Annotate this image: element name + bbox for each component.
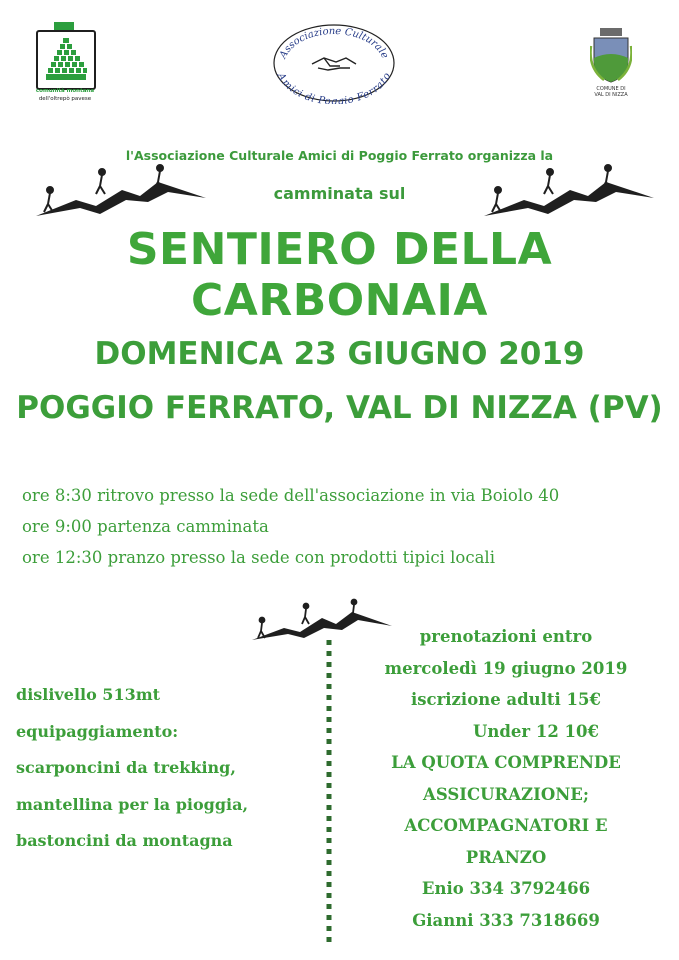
association-logo (270, 22, 398, 104)
detail-line: equipaggiamento: (16, 721, 179, 741)
schedule-item: ore 12:30 pranzo presso la sede con prodotti tipici locali (22, 548, 495, 567)
booking-line: Under 12 10€ (472, 721, 599, 741)
detail-line: bastoncini da montagna (16, 831, 233, 850)
detail-line: mantellina per la pioggia, (16, 794, 249, 814)
detail-line: scarponcini da trekking, (16, 758, 236, 777)
organizer-line: l'Associazione Culturale Amici di Poggio Ferrato organizza la (125, 148, 554, 163)
dotted-divider (326, 640, 332, 945)
association-logo-bottom-text: Amici di Poggio Ferrato (274, 71, 394, 104)
booking-line: ACCOMPAGNATORI E (404, 816, 608, 835)
equipment-details (16, 682, 248, 865)
logo-left-line1: comunità montana (35, 88, 95, 94)
crest-caption-line2: VAL DI NIZZA (594, 92, 628, 98)
booking-line: prenotazioni entro (419, 627, 593, 646)
crest-caption (584, 86, 638, 98)
booking-line: LA QUOTA COMPRENDE (391, 753, 621, 772)
contact-phone: Enio 334 3792466 (421, 879, 591, 898)
contact-phone: Gianni 333 7318669 (412, 910, 600, 930)
booking-details (346, 624, 666, 939)
booking-line: mercoledì 19 giugno 2019 (384, 658, 628, 678)
logo-cap-decoration (54, 22, 74, 30)
schedule-item: ore 8:30 ritrovo presso la sede dell'associazione in via Boiolo 40 (22, 486, 560, 505)
comune-val-di-nizza-crest (590, 28, 632, 100)
schedule-item: ore 9:00 partenza camminata (22, 517, 269, 536)
event-date: DOMENICA 23 GIUGNO 2019 (94, 336, 585, 372)
crest-icon (590, 28, 632, 84)
detail-line: dislivello 513mt (16, 685, 161, 704)
booking-line: iscrizione adulti 15€ (410, 690, 602, 709)
event-subtitle: camminata sul (273, 184, 406, 203)
booking-line: PRANZO (465, 847, 547, 867)
logo-left-line2: dell'oltrepò pavese (38, 96, 92, 102)
schedule-list (22, 484, 559, 577)
tree-pyramid-icon (38, 32, 94, 88)
booking-line: ASSICURAZIONE; (423, 784, 589, 804)
comunita-montana-logo (36, 22, 96, 104)
crest-caption-line1: COMUNE DI (596, 86, 626, 92)
event-title: SENTIERO DELLA CARBONAIA (126, 224, 553, 326)
logo-frame (36, 30, 96, 90)
event-place: POGGIO FERRATO, VAL DI NIZZA (PV) (16, 390, 663, 426)
association-logo-top-text: Associazione Culturale (277, 25, 391, 61)
